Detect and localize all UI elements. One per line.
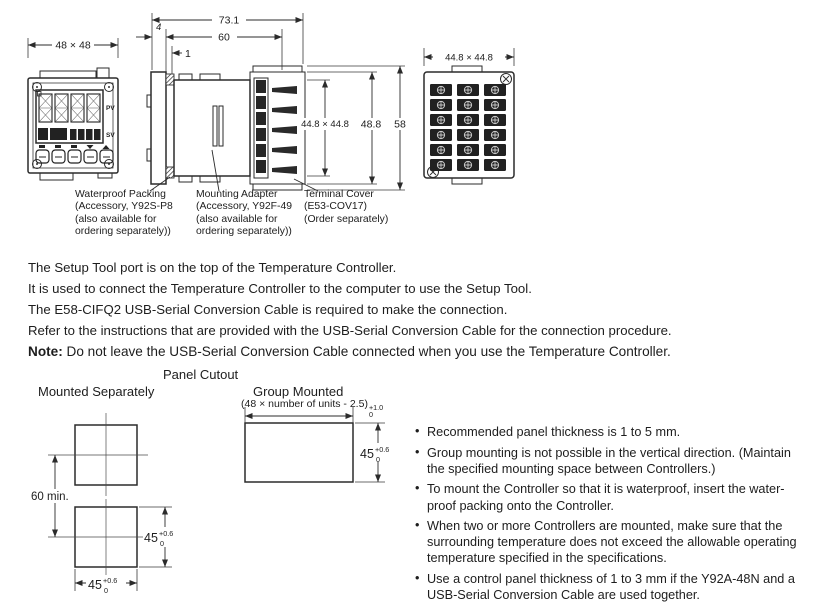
svg-text:+0.6: +0.6 — [159, 529, 174, 538]
side-body — [174, 80, 250, 176]
paragraph-line: Refer to the instructions that are provided with the USB-Serial Conversion Cable for the connection procedure. — [28, 322, 672, 338]
side-flange-dim: 48.8 — [360, 118, 382, 131]
bullet-marker: • — [415, 444, 420, 459]
svg-text:45: 45 — [144, 531, 158, 545]
pv-label: PV — [106, 105, 115, 112]
bullet-marker: • — [415, 424, 420, 438]
side-cover-dim: 58 — [394, 118, 406, 131]
front-buttons — [36, 145, 113, 163]
list-item: • Recommended panel thickness is 1 to 5 mm. — [415, 424, 681, 439]
svg-text:+0.6: +0.6 — [103, 576, 118, 585]
paragraph-line: The E58-CIFQ2 USB-Serial Conversion Cable is required to make the connection. — [28, 301, 508, 317]
svg-text:45: 45 — [360, 447, 374, 461]
rear-terminal-grid — [430, 84, 506, 171]
callout-terminal-cover: Terminal Cover (E53-COV17) (Order separately) — [304, 189, 389, 225]
front-width-dim: 48 × 48 — [55, 39, 91, 52]
rear-square-dim: 44.8 × 44.8 — [445, 52, 493, 64]
bullet-marker: • — [415, 481, 420, 496]
sv-digit-display — [38, 128, 101, 140]
side-bezel-dim: 4 — [156, 22, 162, 33]
side-body-depth-dim: 60 — [218, 31, 230, 44]
waterproof-packing-bottom — [166, 167, 174, 178]
paragraph-line: It is used to connect the Temperature Controller to the computer to use the Setup Tool. — [28, 280, 532, 296]
callout-title: Terminal Cover — [304, 189, 374, 200]
side-view-drawing — [136, 13, 410, 191]
mounting-adapter — [213, 106, 223, 146]
svg-text:0: 0 — [376, 455, 380, 464]
note-text: Do not leave the USB-Serial Conversion Cable connected when you use the Temperature Controller. — [66, 343, 671, 359]
svg-text:0: 0 — [104, 586, 108, 595]
mounting-notes-list — [414, 424, 824, 608]
group-width-formula: (48 × number of units - 2.5) +1.0 0 — [241, 398, 384, 420]
rear-view-drawing — [424, 48, 514, 184]
paragraph-line: The Setup Tool port is on the top of the Temperature Controller. — [28, 260, 397, 275]
svg-text:+0.6: +0.6 — [375, 445, 390, 454]
list-item: • Use a control panel thickness of 1 to 3 mm if the Y92A-48N and a USB-Serial Conversion Cable are used together. — [415, 571, 795, 603]
callout-waterproof-packing: Waterproof Packing (Accessory, Y92S-P8 (also available for ordering separately)) — [75, 189, 173, 238]
panel-cutout-heading: Panel Cutout — [163, 367, 239, 382]
front-view-drawing — [28, 38, 118, 180]
note-label: Note: — [28, 343, 63, 359]
list-item: • Group mounting is not possible in the vertical direction. (Maintain the specified mounting space between Controllers.) — [415, 444, 791, 476]
side-body-square-dim: 44.8 × 44.8 — [301, 119, 349, 130]
side-front-bezel — [151, 72, 166, 184]
svg-text:0: 0 — [160, 539, 164, 548]
bullet-marker: • — [415, 518, 420, 533]
mounted-separately-label: Mounted Separately — [38, 384, 155, 399]
waterproof-packing-top — [166, 74, 174, 85]
cutout-separate-drawing — [29, 413, 176, 595]
front-bezel-outline — [28, 78, 118, 173]
note-line — [28, 342, 672, 363]
terminal-cover-side — [250, 66, 305, 190]
setup-tool-paragraph — [28, 258, 672, 363]
cutout-group-rect — [245, 423, 353, 482]
list-item: • To mount the Controller so that it is waterproof, insert the water- proof packing onto the Controller. — [415, 481, 785, 513]
list-item: • When two or more Controllers are mounted, make sure that the surrounding temperature does not exceed the allowable operating temperature specified in the specifications. — [415, 518, 797, 566]
callout-title: Waterproof Packing — [75, 189, 166, 200]
svg-text:45: 45 — [88, 578, 102, 592]
cutout-vertical-spacing-dim: 60 min. — [31, 491, 69, 503]
sv-label: SV — [106, 132, 115, 139]
bullet-marker: • — [415, 571, 420, 586]
side-packing-dim: 1 — [185, 48, 191, 60]
side-total-depth-dim: 73.1 — [218, 14, 240, 27]
pv-digit-display — [38, 92, 101, 123]
front-corner-screws — [33, 83, 114, 169]
callout-mounting-adapter: Mounting Adapter (Accessory, Y92F-49 (also available for ordering separately)) — [196, 189, 293, 238]
group-mounted-label: Group Mounted — [253, 384, 344, 399]
callout-title: Mounting Adapter — [196, 189, 278, 200]
